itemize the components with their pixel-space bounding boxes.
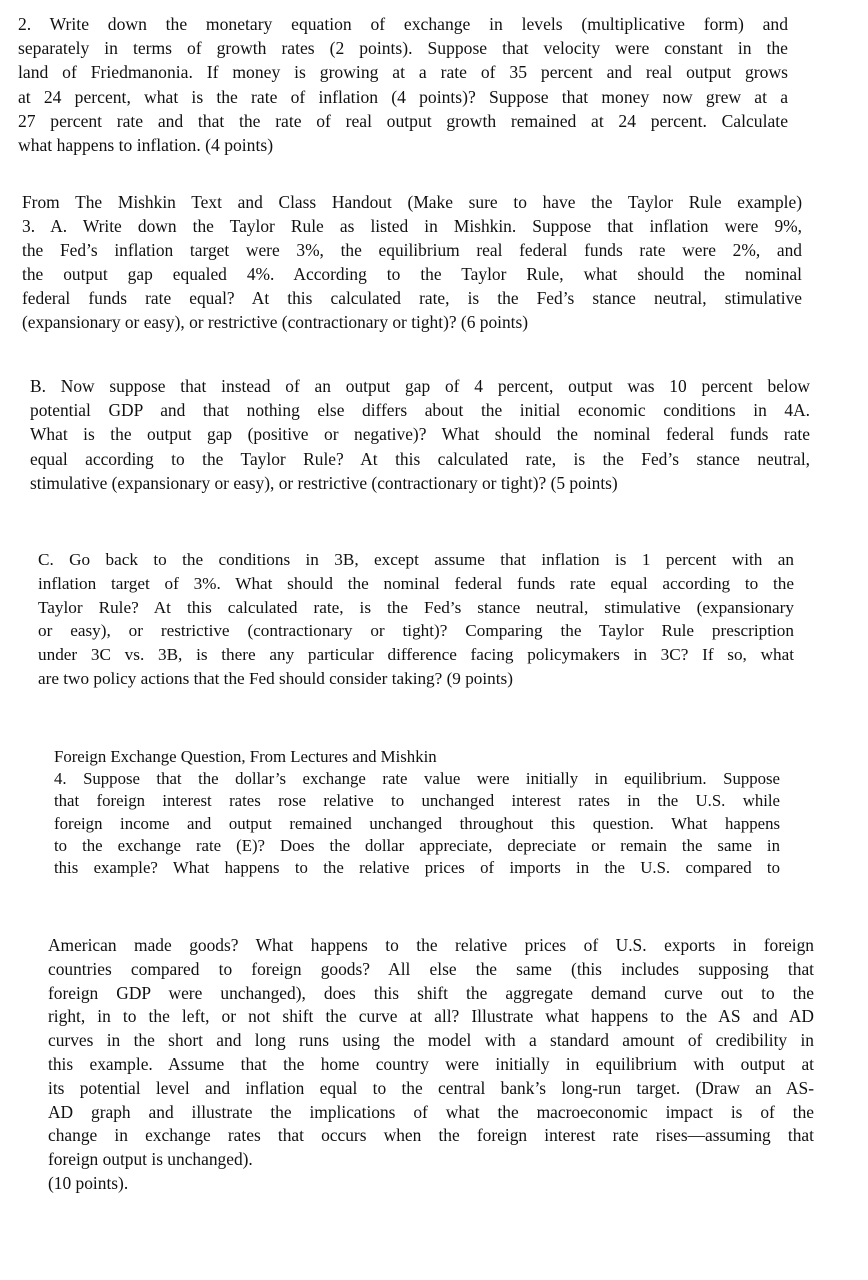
text-line: to the exchange rate (E)? Does the dollar appreciate, depreciate or remain the same in xyxy=(54,835,780,855)
text-line: federal funds rate equal? At this calculated rate, is the Fed’s stance neutral, stimulative xyxy=(22,288,802,308)
text-line: 27 percent rate and that the rate of real output growth remained at 24 percent. Calculate xyxy=(18,110,788,131)
text-line: what happens to inflation. (4 points) xyxy=(18,135,274,156)
text-line: countries compared to foreign goods? All else the same (this includes supposing that xyxy=(48,958,814,979)
question-3c-paragraph xyxy=(38,548,794,691)
text-line: AD graph and illustrate the implications of what the macroeconomic impact is of the xyxy=(48,1101,814,1122)
text-line: or easy), or restrictive (contractionary or tight)? Comparing the Taylor Rule prescription xyxy=(38,621,794,641)
text-line: at 24 percent, what is the rate of inflation (4 points)? Suppose that money now grew at a xyxy=(18,86,788,107)
question-3b-paragraph xyxy=(30,374,810,495)
text-line: land of Friedmanonia. If money is growing at a rate of 35 percent and real output grows xyxy=(18,62,788,83)
text-line: foreign output is unchanged). xyxy=(48,1149,253,1170)
question-4-paragraph xyxy=(54,746,780,879)
section-heading: Foreign Exchange Question, From Lectures and Mishkin xyxy=(54,747,437,766)
text-line: curves in the short and long runs using the model with a standard amount of credibility in xyxy=(48,1030,814,1051)
text-line: (expansionary or easy), or restrictive (contractionary or tight)? (6 points) xyxy=(22,312,529,332)
text-line: that foreign interest rates rose relative to unchanged interest rates in the U.S. while xyxy=(54,791,780,811)
text-line: B. Now suppose that instead of an output gap of 4 percent, output was 10 percent below xyxy=(30,376,810,396)
text-line: American made goods? What happens to the relative prices of U.S. exports in foreign xyxy=(48,935,814,955)
text-line: 3. A. Write down the Taylor Rule as listed in Mishkin. Suppose that inflation were 9%, xyxy=(22,216,802,236)
text-line: potential GDP and that nothing else differs about the initial economic conditions in 4A. xyxy=(30,400,810,421)
text-line: separately in terms of growth rates (2 points). Suppose that velocity were constant in the xyxy=(18,38,788,59)
text-line: its potential level and inflation equal to the central bank’s long-run target. (Draw an AS- xyxy=(48,1077,814,1098)
text-line: Taylor Rule? At this calculated rate, is the Fed’s stance neutral, stimulative (expansionary xyxy=(38,597,794,617)
question-4-continuation-paragraph xyxy=(48,934,814,1196)
question-3a-paragraph xyxy=(22,190,802,334)
text-line: are two policy actions that the Fed should consider taking? (9 points) xyxy=(38,668,513,688)
text-line: the Fed’s inflation target were 3%, the equilibrium real federal funds rate were 2%, and xyxy=(22,240,802,260)
text-line: right, in to the left, or not shift the curve at all? Illustrate what happens to the AS and AD xyxy=(48,1006,814,1027)
points-label: (10 points). xyxy=(48,1172,129,1193)
text-line: foreign income and output remained unchanged throughout this question. What happens xyxy=(54,813,780,833)
section-heading: From The Mishkin Text and Class Handout (Make sure to have the Taylor Rule example) xyxy=(22,192,802,212)
text-line: change in exchange rates that occurs when the foreign interest rate rises—assuming that xyxy=(48,1125,814,1146)
text-line: the output gap equaled 4%. According to the Taylor Rule, what should the nominal xyxy=(22,264,802,284)
text-line: 2. Write down the monetary equation of exchange in levels (multiplicative form) and xyxy=(18,14,788,34)
text-line: foreign GDP were unchanged), does this shift the aggregate demand curve out to the xyxy=(48,982,814,1003)
text-line: stimulative (expansionary or easy), or restrictive (contractionary or tight)? (5 points) xyxy=(30,472,618,493)
text-line: inflation target of 3%. What should the nominal federal funds rate equal according to the xyxy=(38,573,794,593)
text-line: this example. Assume that the home country were initially in equilibrium with output at xyxy=(48,1053,814,1074)
question-2-paragraph xyxy=(18,12,788,157)
text-line: 4. Suppose that the dollar’s exchange rate value were initially in equilibrium. Suppose xyxy=(54,769,780,789)
text-line: this example? What happens to the relative prices of imports in the U.S. compared to xyxy=(54,858,780,878)
text-line: under 3C vs. 3B, is there any particular difference facing policymakers in 3C? If so, what xyxy=(38,645,794,665)
text-line: equal according to the Taylor Rule? At this calculated rate, is the Fed’s stance neutral, xyxy=(30,448,810,469)
text-line: C. Go back to the conditions in 3B, except assume that inflation is 1 percent with an xyxy=(38,550,794,569)
text-line: What is the output gap (positive or negative)? What should the nominal federal funds rate xyxy=(30,424,810,445)
